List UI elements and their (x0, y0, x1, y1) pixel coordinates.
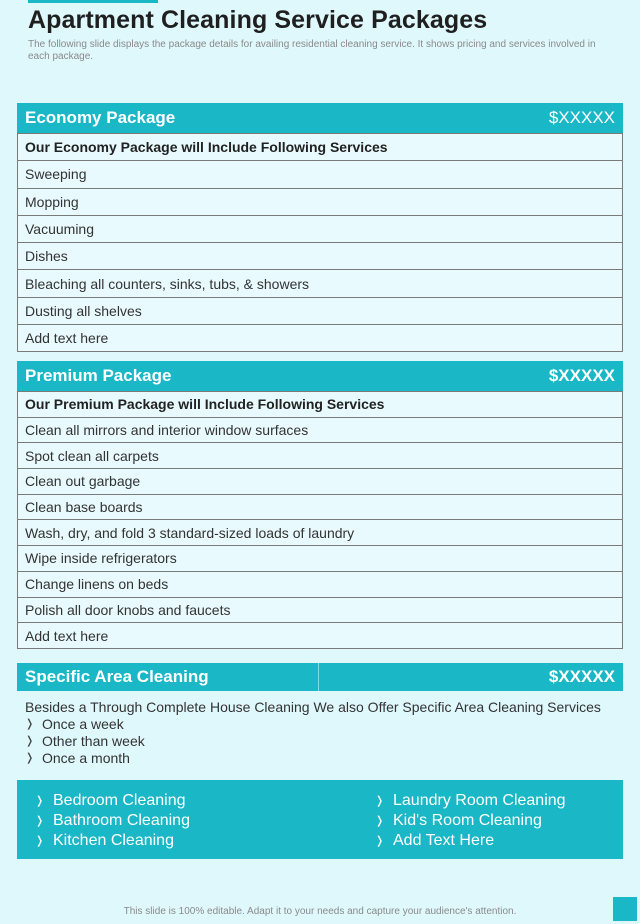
list-item: ❭ Other than week (25, 733, 145, 749)
specific-area-description: Besides a Through Complete House Cleaning We also Offer Specific Area Cleaning Services (25, 699, 601, 715)
economy-services-header: Our Economy Package will Include Following Services (18, 134, 623, 161)
table-row: Spot clean all carpets (18, 443, 623, 469)
table-row: Mopping (18, 188, 623, 215)
chevron-right-icon: ❭ (375, 835, 385, 847)
chevron-right-icon: ❭ (375, 815, 385, 827)
table-row: Dishes (18, 243, 623, 270)
premium-services-header: Our Premium Package will Include Following Services (18, 392, 623, 418)
table-row: Dusting all shelves (18, 297, 623, 324)
table-row: Clean out garbage (18, 469, 623, 495)
economy-services-table (17, 133, 623, 352)
chevron-right-icon: ❭ (25, 752, 35, 764)
frequency-list (25, 716, 145, 767)
chevron-right-icon: ❭ (25, 735, 35, 747)
economy-package-price: $XXXXX (548, 108, 615, 127)
area-cleaning-box (17, 780, 623, 859)
premium-package-price: $XXXXX (548, 366, 615, 385)
chevron-right-icon: ❭ (25, 718, 35, 730)
list-item: ❭ Kid's Room Cleaning (375, 812, 542, 829)
table-row: Sweeping (18, 161, 623, 188)
premium-package (17, 361, 623, 649)
list-item: ❭ Bathroom Cleaning (35, 812, 190, 829)
page-footer: This slide is 100% editable. Adapt it to your needs and capture your audience's attention. (123, 906, 517, 917)
chevron-right-icon: ❭ (35, 795, 45, 807)
page-subtitle: The following slide displays the package details for availing residential cleaning service. It shows pricing and services involved in each package. (28, 39, 596, 62)
table-row: Wash, dry, and fold 3 standard-sized loads of laundry (18, 520, 623, 546)
table-row: Polish all door knobs and faucets (18, 597, 623, 623)
list-item: ❭ Kitchen Cleaning (35, 832, 174, 849)
premium-services-table (17, 391, 623, 649)
top-accent-bar (28, 0, 158, 3)
economy-package-name: Economy Package (25, 108, 176, 127)
list-item: ❭ Once a month (25, 750, 130, 766)
table-row: Clean all mirrors and interior window surfaces (18, 417, 623, 443)
list-item: ❭ Add Text Here (375, 832, 495, 849)
table-row: Clean base boards (18, 494, 623, 520)
chevron-right-icon: ❭ (35, 835, 45, 847)
chevron-right-icon: ❭ (35, 815, 45, 827)
corner-accent (613, 897, 637, 921)
premium-package-name: Premium Package (25, 366, 172, 385)
area-list-left (35, 791, 375, 859)
specific-area-name: Specific Area Cleaning (17, 663, 319, 691)
list-item: ❭ Laundry Room Cleaning (375, 792, 566, 809)
list-item: ❭ Once a week (25, 716, 124, 732)
economy-package (17, 103, 623, 352)
economy-package-header (17, 103, 623, 133)
table-row: Add text here (18, 623, 623, 649)
premium-package-header (17, 361, 623, 391)
area-list-right (375, 791, 566, 859)
table-row: Add text here (18, 325, 623, 352)
chevron-right-icon: ❭ (375, 795, 385, 807)
specific-area-header (17, 663, 623, 691)
table-row: Change linens on beds (18, 571, 623, 597)
specific-area-price: $XXXXX (548, 667, 615, 686)
table-row: Vacuuming (18, 215, 623, 242)
table-row: Wipe inside refrigerators (18, 546, 623, 572)
list-item: ❭ Bedroom Cleaning (35, 792, 186, 809)
page-title: Apartment Cleaning Service Packages (28, 6, 488, 34)
table-row: Bleaching all counters, sinks, tubs, & showers (18, 270, 623, 297)
